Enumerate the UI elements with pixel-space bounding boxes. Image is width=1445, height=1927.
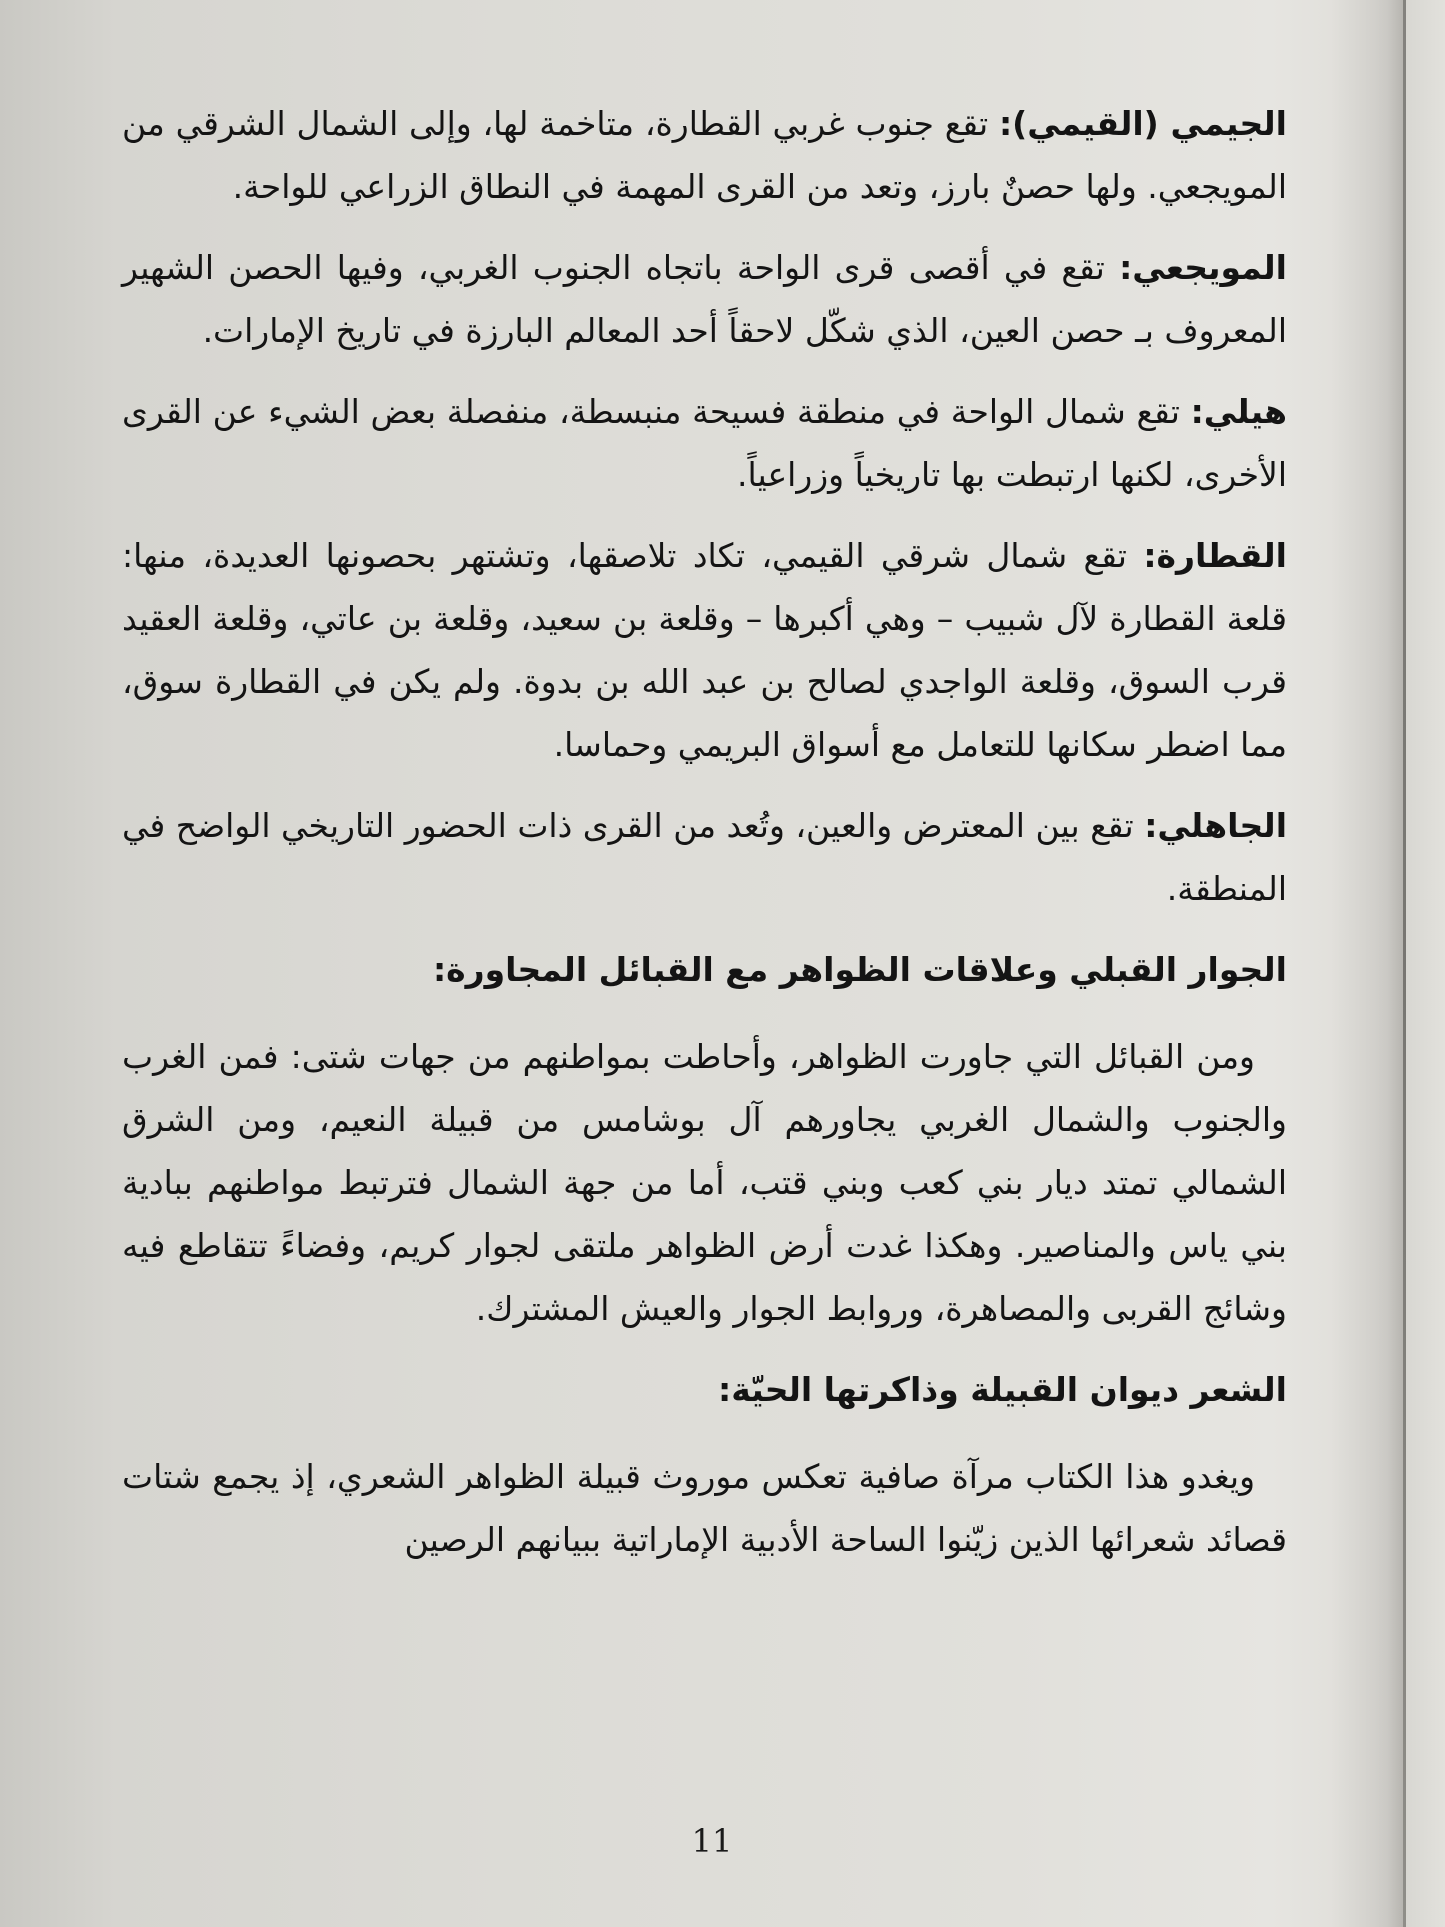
village-description: تقع شمال شرقي القيمي، تكاد تلاصقها، وتشتهر بحصونها العديدة، منها: قلعة القطارة لآل شبيب – وهي أكبرها – وقلعة بن سعيد، وقلعة بن عاتي، وقلعة العقيد قرب السوق، وقلعة الواجدي لصالح بن عبد الله بن بدوة. ولم يكن في القطارة سوق، مما اضطر سكانها للتعامل مع أسواق البريمي وحماسا. xyxy=(122,536,1287,764)
village-term: الجيمي (القيمي): xyxy=(998,104,1287,143)
village-description: تقع جنوب غربي القطارة، متاخمة لها، وإلى الشمال الشرقي من المويجعي. ولها حصنٌ بارز، وتعد من القرى المهمة في النطاق الزراعي للواحة. xyxy=(122,104,1287,206)
section-heading-poetry: الشعر ديوان القبيلة وذاكرتها الحيّة: xyxy=(718,1370,1287,1409)
page-body xyxy=(122,92,1287,1589)
village-entry-muwaiji xyxy=(122,236,1287,362)
section-heading-tribal-neighbors: الجوار القبلي وعلاقات الظواهر مع القبائل المجاورة: xyxy=(432,950,1287,989)
village-entry-jahili xyxy=(122,794,1287,920)
village-term: هيلي: xyxy=(1190,392,1287,431)
village-description: تقع بين المعترض والعين، وتُعد من القرى ذات الحضور التاريخي الواضح في المنطقة. xyxy=(122,806,1287,908)
village-entry-hili xyxy=(122,380,1287,506)
section-body-tribal-neighbors: ومن القبائل التي جاورت الظواهر، وأحاطت بمواطنهم من جهات شتى: فمن الغرب والجنوب والشمال الغربي يجاورهم آل بوشامس من قبيلة النعيم، ومن الشرق الشمالي تمتد ديار بني كعب وبني قتب، أما من جهة الشمال فترتبط مواطنهم ببادية بني ياس والمناصير. وهكذا غدت أرض الظواهر ملتقى لجوار كريم، وفضاءً تتقاطع فيه وشائج القربى والمصاهرة، وروابط الجوار والعيش المشترك. xyxy=(122,1037,1287,1328)
page-number: 11 xyxy=(691,1822,733,1860)
section-body-poetry: ويغدو هذا الكتاب مرآة صافية تعكس موروث قبيلة الظواهر الشعري، إذ يجمع شتات قصائد شعرائها الذين زيّنوا الساحة الأدبية الإماراتية ببيانهم الرصين xyxy=(122,1457,1287,1559)
village-term: الجاهلي: xyxy=(1144,806,1287,845)
village-entry-qattara xyxy=(122,524,1287,776)
gutter-shadow xyxy=(1330,0,1403,1927)
village-entry-jimi xyxy=(122,92,1287,218)
village-term: المويجعي: xyxy=(1119,248,1287,287)
village-term: القطارة: xyxy=(1143,536,1287,575)
village-description: تقع في أقصى قرى الواحة باتجاه الجنوب الغربي، وفيها الحصن الشهير المعروف بـ حصن العين، الذي شكّل لاحقاً أحد المعالم البارزة في تاريخ الإمارات. xyxy=(122,248,1287,350)
village-description: تقع شمال الواحة في منطقة فسيحة منبسطة، منفصلة بعض الشيء عن القرى الأخرى، لكنها ارتبطت بها تاريخياً وزراعياً. xyxy=(122,392,1287,494)
facing-page-edge xyxy=(1406,0,1445,1927)
